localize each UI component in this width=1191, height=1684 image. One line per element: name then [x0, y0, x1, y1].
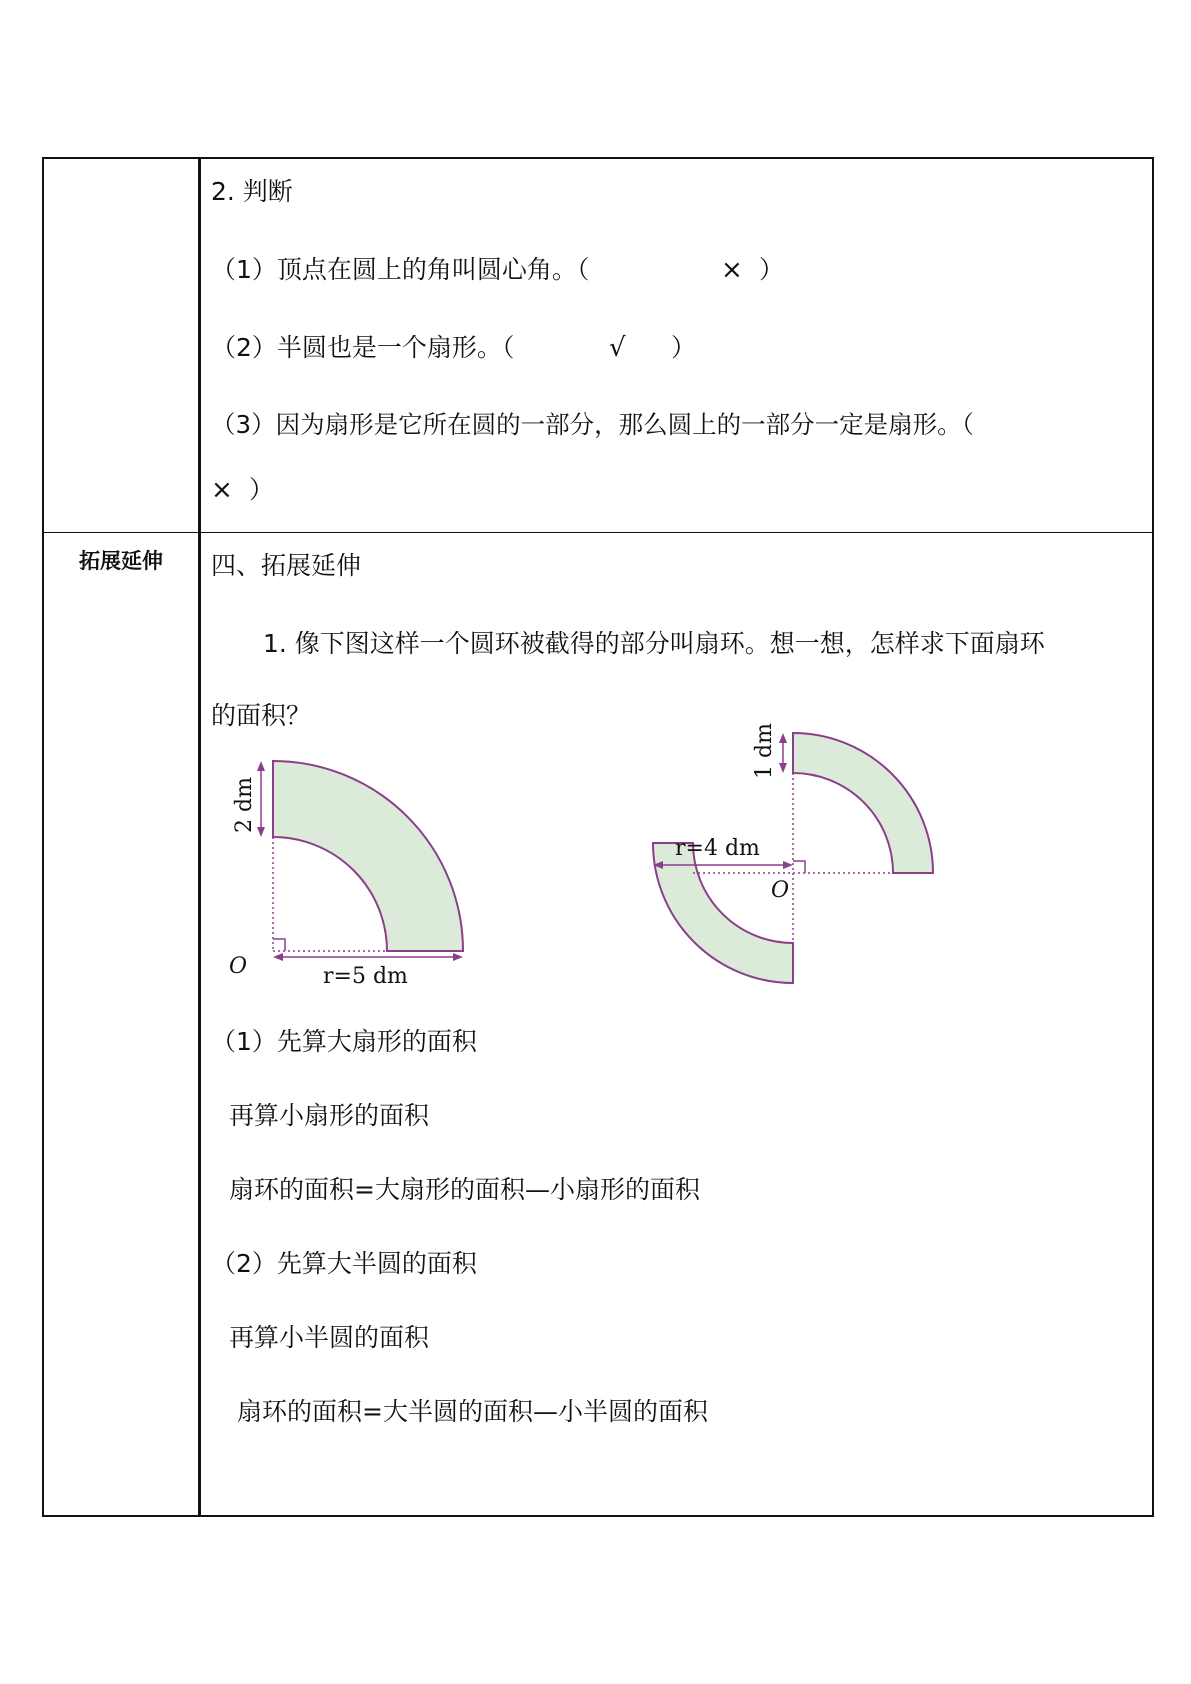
arrow-head [783, 861, 793, 869]
step-2: 再算小扇形的面积 [229, 1100, 430, 1130]
judge-cell [200, 158, 1154, 532]
sector-ring-shape-2a [793, 733, 933, 873]
judge-q3-answer: × [211, 475, 233, 505]
judge-q2: （2）半圆也是一个扇形。（ [211, 333, 515, 362]
lesson-table [42, 157, 1154, 1517]
arrow-head [257, 761, 265, 771]
sector-ring-figure-2 [631, 719, 961, 989]
origin-label-1: O [229, 953, 248, 979]
arrow-head [257, 827, 265, 837]
step-1: （1）先算大扇形的面积 [211, 1026, 477, 1056]
judge-q1-answer: × [721, 255, 743, 285]
right-angle-mark [273, 939, 285, 951]
side-cell-empty [43, 158, 200, 532]
step-3: 扇环的面积=大扇形的面积—小扇形的面积 [229, 1174, 700, 1204]
arrow-head [273, 953, 283, 961]
radius-label-1: r=5 dm [323, 963, 408, 985]
problem-line2: 的面积？ [211, 700, 312, 730]
step-5: 再算小半圆的面积 [229, 1322, 430, 1352]
judge-q1-close: ） [759, 255, 785, 284]
step-6: 扇环的面积=大半圆的面积—小半圆的面积 [237, 1396, 708, 1426]
arrow-head [779, 763, 787, 773]
table-row [43, 158, 1153, 532]
extend-heading: 四、拓展延伸 [211, 550, 362, 580]
radius-label-2: r=4 dm [675, 835, 760, 861]
judge-q3: （3）因为扇形是它所在圆的一部分，那么圆上的一部分一定是扇形。（ [211, 410, 974, 439]
side-label: 拓展延伸 [43, 532, 200, 1516]
judge-q3-close: ） [249, 475, 275, 504]
sector-ring-shape-2b [653, 843, 793, 983]
origin-label-2: O [771, 877, 790, 903]
arrow-head [779, 733, 787, 743]
judge-q2-answer: √ [609, 333, 626, 363]
sector-ring-shape-1 [273, 761, 463, 951]
table-row [43, 532, 1153, 1516]
sector-ring-figure-1 [221, 755, 481, 985]
extend-cell [200, 532, 1154, 1516]
problem-line1: 1. 像下图这样一个圆环被截得的部分叫扇环。想一想，怎样求下面扇环 [263, 628, 1045, 658]
right-angle-mark [793, 861, 805, 873]
arrow-head [453, 953, 463, 961]
width-label-1: 2 dm [232, 776, 257, 833]
judge-heading: 2. 判断 [211, 177, 293, 206]
step-4: （2）先算大半圆的面积 [211, 1248, 477, 1278]
judge-q1: （1）顶点在圆上的角叫圆心角。（ [211, 255, 590, 284]
judge-q2-close: ） [671, 333, 697, 362]
width-label-2: 1 dm [752, 722, 777, 779]
